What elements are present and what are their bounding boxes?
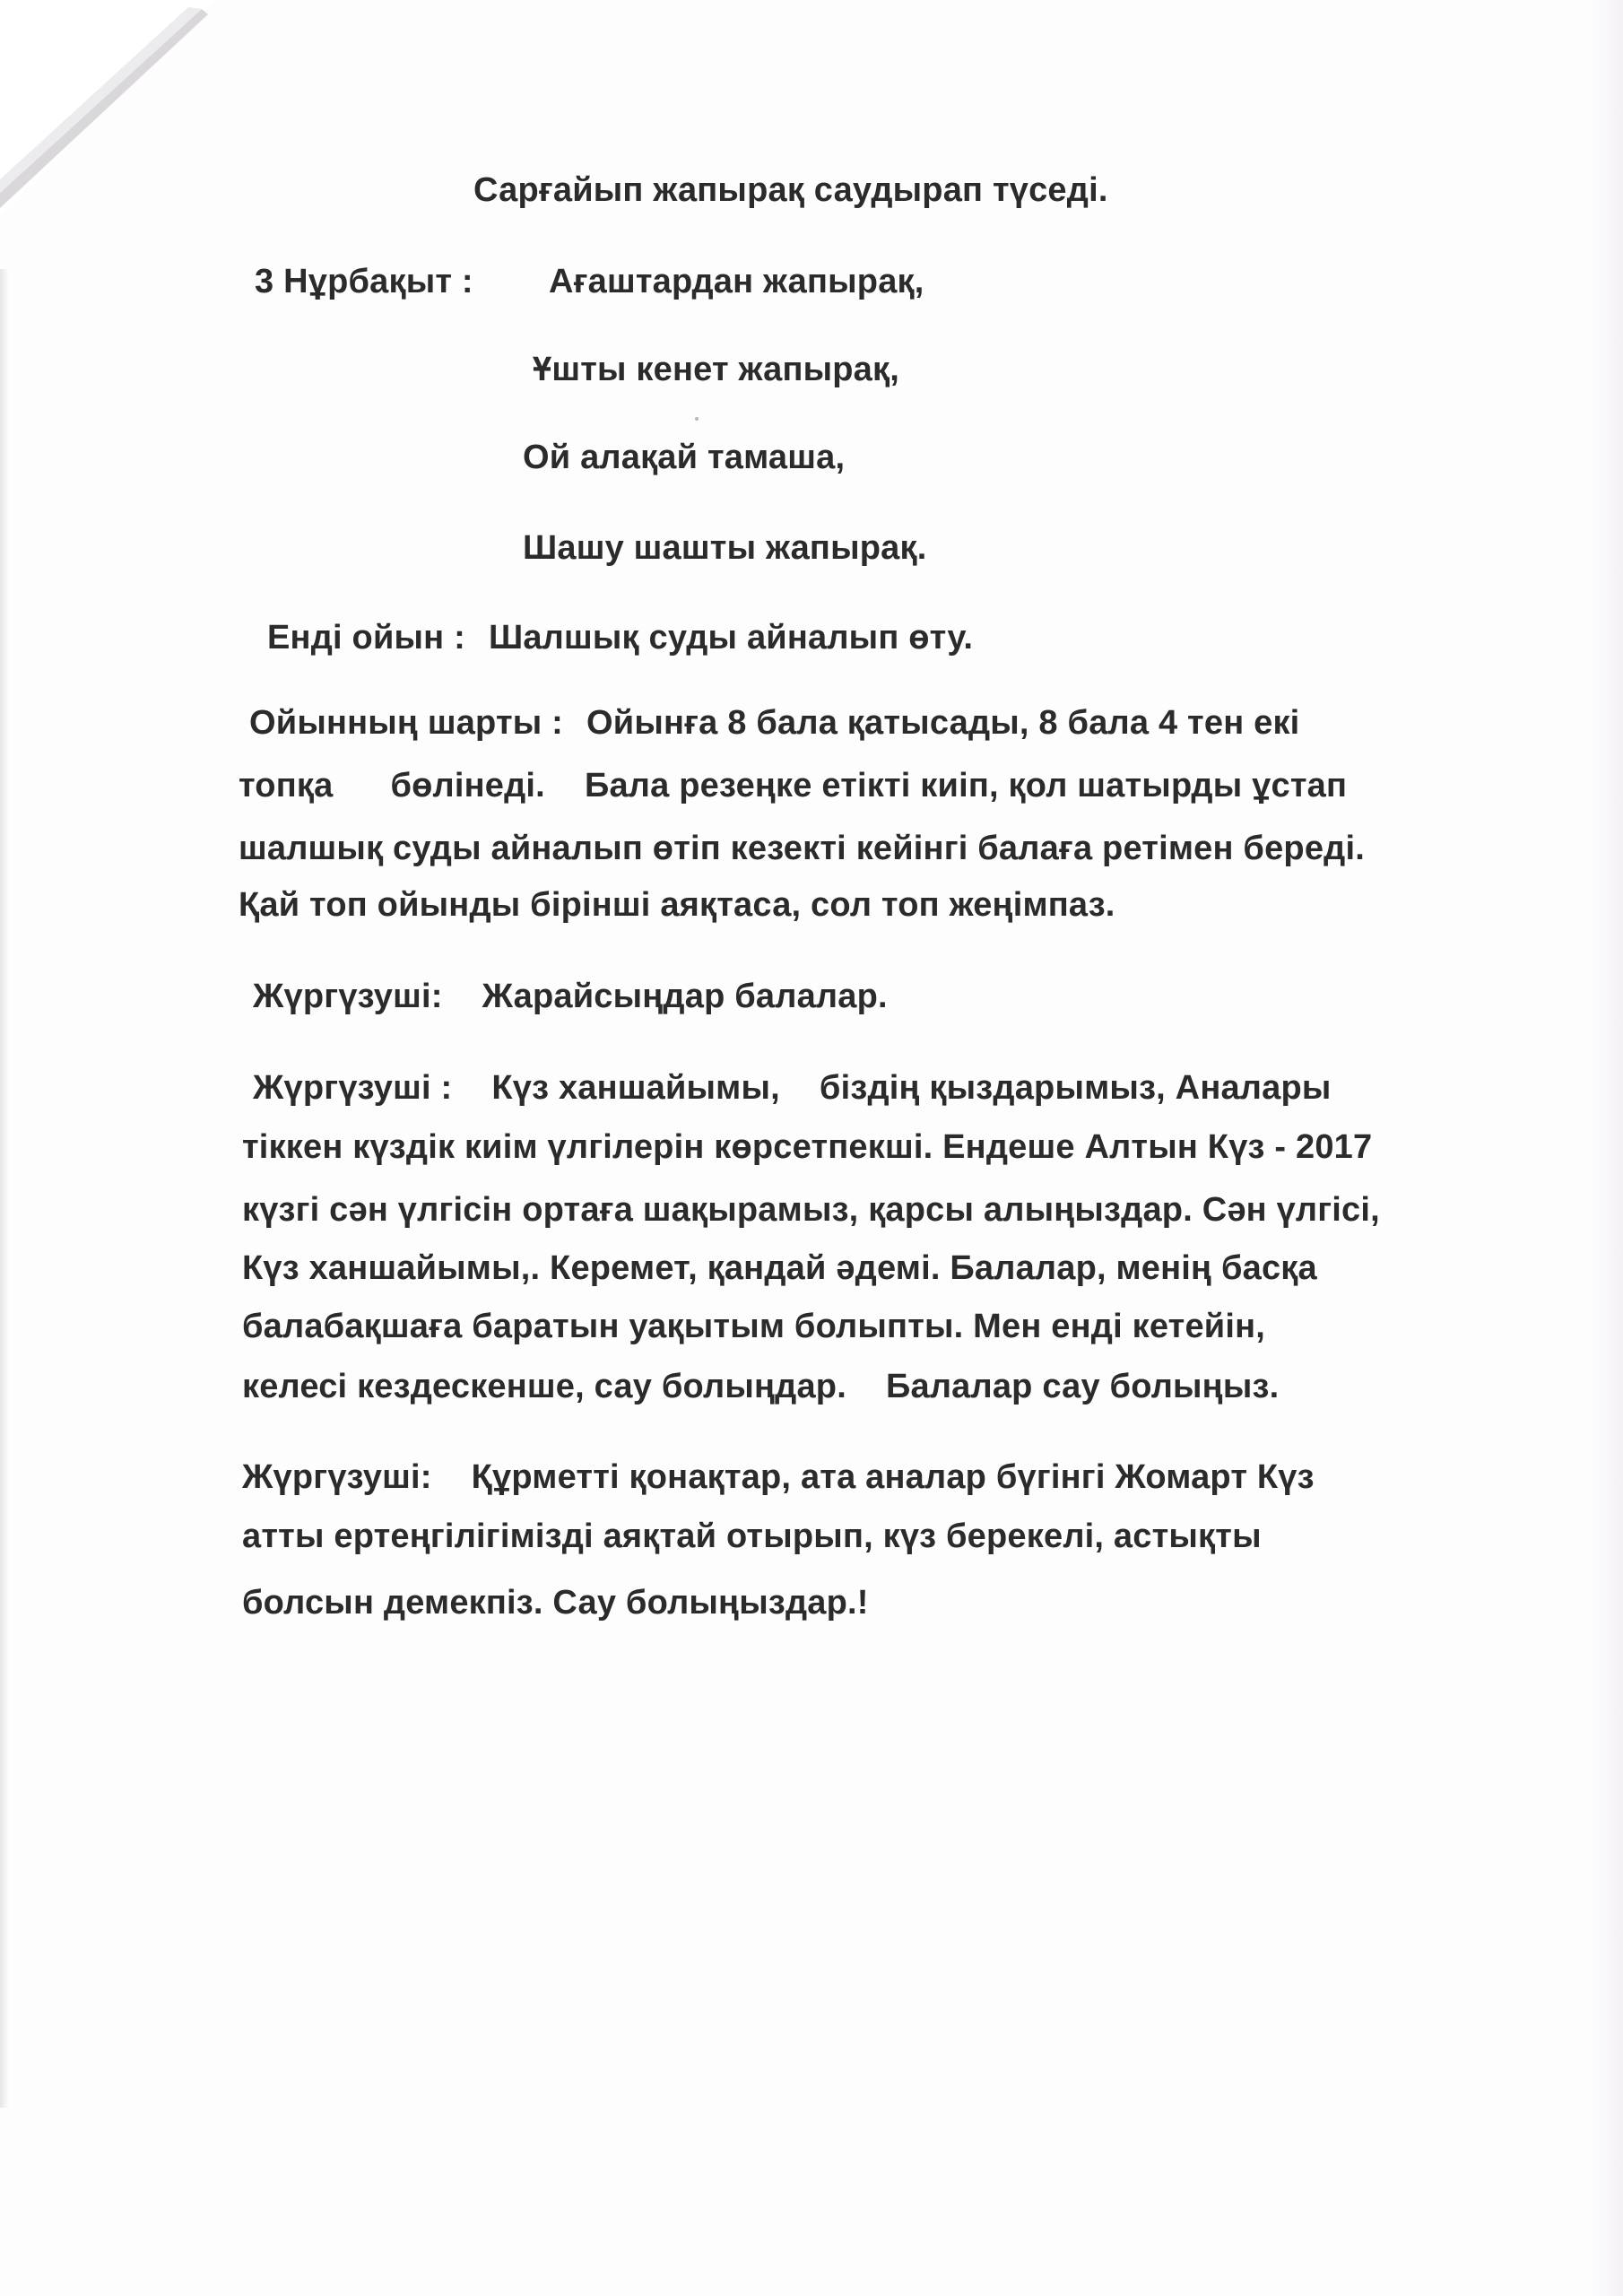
game-rules-line-2	[239, 769, 1347, 803]
title-line: Сарғайып жапырақ саудырап түседі.	[473, 171, 1108, 209]
host-3-line-1	[242, 1460, 1315, 1494]
ink-speck	[695, 417, 699, 421]
host-3-line-3: болсын демекпіз. Сау болыңыздар.!	[242, 1584, 869, 1622]
host-2-text-6a: келесі кездескенше, сау болыңдар.	[242, 1368, 846, 1405]
poem-line-3: Ой алақай тамаша,	[523, 439, 846, 476]
game-intro-label: Енді ойын :	[267, 619, 465, 657]
poem-line-1: Ағаштардан жапырақ,	[549, 263, 924, 300]
game-rules-word-topka: топқа	[239, 767, 334, 804]
host-3-text-1: Құрметті қонақтар, ата аналар бүгінгі Жомарт Күз	[471, 1458, 1315, 1496]
game-rules-line-1	[249, 706, 1299, 740]
host-2-text-1a: Күз ханшайымы,	[491, 1069, 780, 1107]
host-2-line-1	[253, 1071, 1332, 1105]
game-intro-line	[267, 621, 973, 655]
host-2-line-4: Күз ханшайымы,. Керемет, қандай әдемі. Балалар, менің басқа	[242, 1249, 1317, 1287]
game-rules-word-bolinedi: бөлінеді.	[390, 767, 545, 804]
host-1-text: Жарайсыңдар балалар.	[482, 978, 888, 1015]
host-2-line-3: күзгі сән үлгісін ортаға шақырамыз, қарсы алыңыздар. Сән үлгісі,	[242, 1191, 1380, 1229]
host-1-line	[253, 979, 888, 1013]
game-intro-text: Шалшық суды айналып өту.	[488, 619, 974, 657]
game-rules-text-2: Бала резеңке етікті киіп, қол шатырды ұстап	[584, 767, 1348, 804]
host-3-line-2: атты ертеңгілігімізді аяқтай отырып, күз берекелі, астықты	[242, 1518, 1262, 1555]
host-2-text-1b: біздің қыздарымыз, Аналары	[819, 1069, 1332, 1107]
host-2-line-5: балабақшаға баратын уақытым болыпты. Мен енді кетейін,	[242, 1308, 1266, 1345]
poem-speaker: 3 Нұрбақыт :	[255, 263, 473, 300]
poem-line-4: Шашу шашты жапырақ.	[523, 529, 927, 567]
host-1-label: Жүргүзуші:	[253, 978, 443, 1015]
game-rules-label: Ойынның шарты :	[249, 704, 564, 742]
poem-line-2: Ұшты кенет жапырақ,	[533, 351, 899, 388]
host-3-label: Жүргүзуші:	[242, 1458, 432, 1496]
page-corner-fold-icon	[0, 0, 215, 215]
host-2-text-6b: Балалар сау болыңыз.	[885, 1368, 1280, 1405]
game-rules-line-3: шалшық суды айналып өтіп кезекті кейінгі балаға ретімен береді.	[239, 830, 1366, 867]
host-2-line-6	[242, 1370, 1279, 1404]
host-2-line-2: тіккен күздік киім үлгілерін көрсетпекші. Ендеше Алтын Күз - 2017	[242, 1128, 1373, 1166]
game-rules-line-4: Қай топ ойынды бірінші аяқтаса, сол топ жеңімпаз.	[239, 886, 1115, 924]
right-page-shade	[1587, 0, 1623, 2296]
game-rules-text-1: Ойынға 8 бала қатысады, 8 бала 4 тен екі	[586, 704, 1300, 742]
left-page-edge	[0, 269, 9, 2108]
host-2-label: Жүргүзуші :	[253, 1069, 453, 1107]
